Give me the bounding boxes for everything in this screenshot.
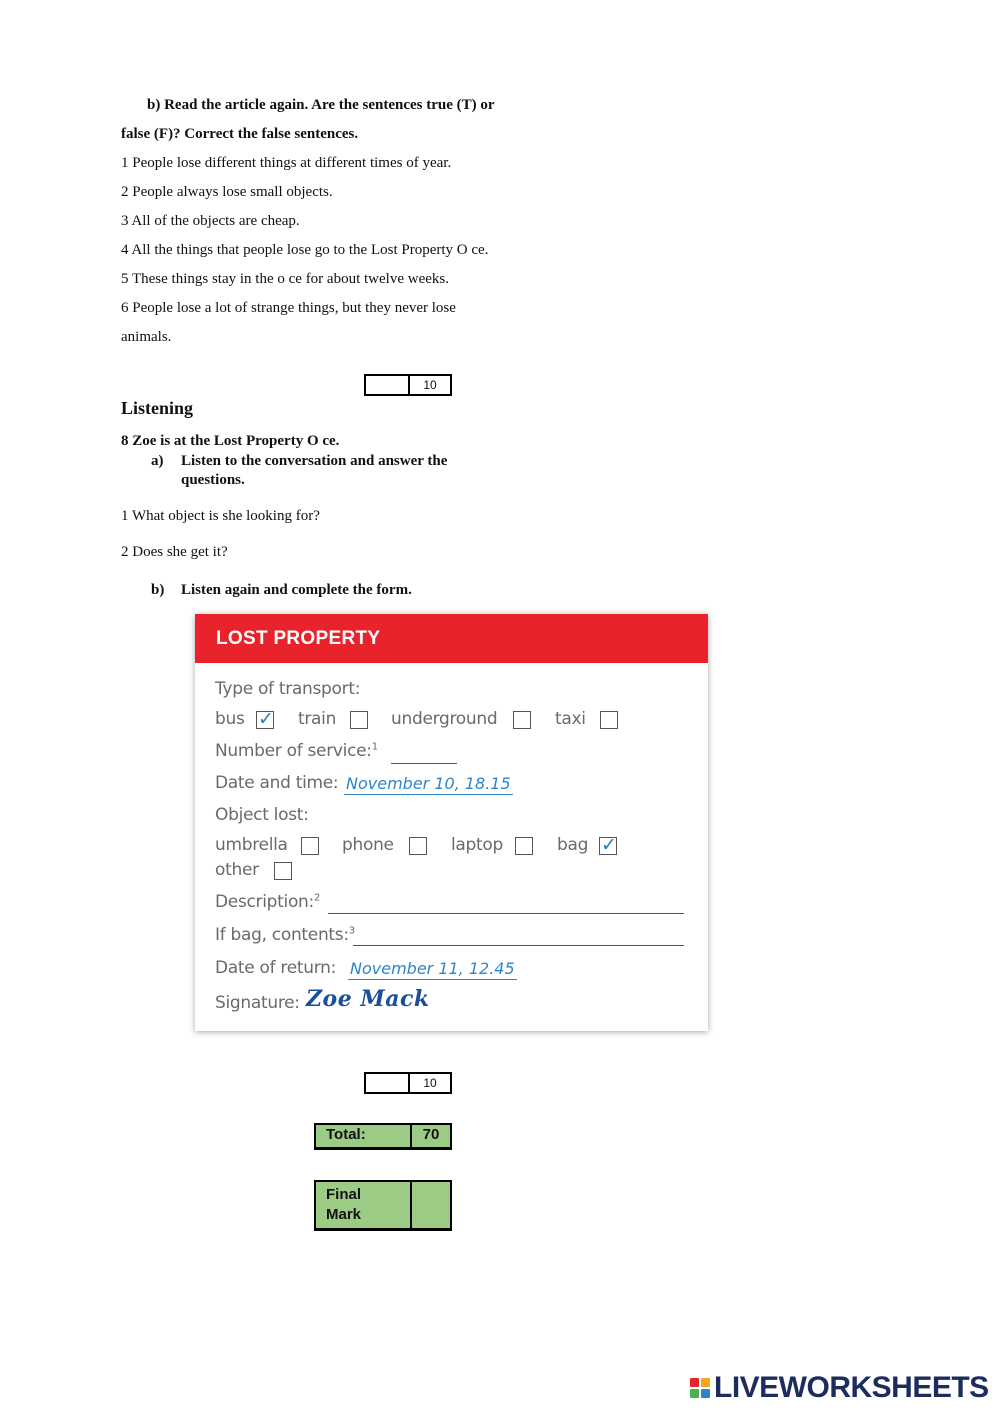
- reading-instruction-line2: false (F)? Correct the false sentences.: [121, 126, 359, 142]
- object-label: Object lost:: [215, 805, 309, 825]
- service-label: Number of service:$^1$: [215, 741, 378, 761]
- date-time-value: November 10, 18.15: [346, 774, 511, 793]
- bag-check-icon: ✓: [601, 834, 617, 856]
- contents-label: If bag, contents:$^3$: [215, 925, 355, 945]
- liveworksheets-logo-icon: [690, 1378, 710, 1398]
- reading-item-4: 4 All the things that people lose go to the Lost Property O ce.: [121, 242, 489, 258]
- reading-score-box: [364, 374, 452, 396]
- total-box: [314, 1123, 452, 1150]
- reading-item-1: 1 People lose different things at different times of year.: [121, 155, 452, 171]
- description-blank[interactable]: [328, 913, 684, 914]
- object-laptop-label: laptop: [451, 835, 503, 855]
- description-label: Description:$^2$: [215, 892, 321, 912]
- listening-question-1: 1 What object is she looking for?: [121, 508, 320, 524]
- return-value: November 11, 12.45: [350, 959, 515, 978]
- final-mark-label: Final Mark: [326, 1186, 362, 1223]
- form-header: LOST PROPERTY: [195, 614, 708, 663]
- signature-label: Signature:: [215, 993, 300, 1013]
- part-b-text: Listen again and complete the form.: [181, 582, 412, 598]
- reading-item-5: 5 These things stay in the o ce for about twelve weeks.: [121, 271, 449, 287]
- transport-taxi-checkbox[interactable]: [600, 711, 618, 729]
- object-umbrella-label: umbrella: [215, 835, 288, 855]
- date-time-label: Date and time:: [215, 773, 339, 793]
- part-b-label: b): [151, 582, 165, 598]
- transport-bus-label: bus: [215, 709, 245, 729]
- reading-item-2: 2 People always lose small objects.: [121, 184, 333, 200]
- bus-check-icon: ✓: [258, 708, 274, 730]
- listening-heading: Listening: [121, 398, 194, 418]
- transport-train-label: train: [298, 709, 337, 729]
- reading-instruction-line1: b) Read the article again. Are the sentences true (T) or: [147, 97, 495, 113]
- transport-train-checkbox[interactable]: [350, 711, 368, 729]
- transport-taxi-label: taxi: [555, 709, 586, 729]
- total-label: Total:: [326, 1126, 366, 1143]
- part-a-label: a): [151, 453, 164, 469]
- return-label: Date of return:: [215, 958, 337, 978]
- reading-item-3: 3 All of the objects are cheap.: [121, 213, 300, 229]
- object-other-label: other: [215, 860, 259, 880]
- object-umbrella-checkbox[interactable]: [301, 837, 319, 855]
- part-a-line1: Listen to the conversation and answer the: [181, 453, 448, 469]
- listening-score-box: [364, 1072, 452, 1094]
- liveworksheets-logo: [690, 1372, 989, 1404]
- transport-underground-checkbox[interactable]: [513, 711, 531, 729]
- object-laptop-checkbox[interactable]: [515, 837, 533, 855]
- object-phone-label: phone: [342, 835, 394, 855]
- listening-score-input[interactable]: [366, 1074, 408, 1092]
- reading-score-max: 10: [408, 376, 450, 394]
- object-phone-checkbox[interactable]: [409, 837, 427, 855]
- final-mark-input[interactable]: [410, 1182, 450, 1228]
- listening-question-2: 2 Does she get it?: [121, 544, 228, 560]
- object-bag-label: bag: [557, 835, 589, 855]
- service-blank[interactable]: [391, 763, 457, 764]
- lost-property-form: [195, 614, 708, 1031]
- transport-underground-label: underground: [391, 709, 498, 729]
- object-other-checkbox[interactable]: [274, 862, 292, 880]
- contents-blank[interactable]: [353, 945, 684, 946]
- reading-item-6-cont: animals.: [121, 329, 172, 345]
- final-mark-box: [314, 1180, 452, 1231]
- reading-item-6: 6 People lose a lot of strange things, but they never lose: [121, 300, 456, 316]
- signature-value: Zoe Mack: [306, 986, 430, 1012]
- listening-score-max: 10: [408, 1074, 450, 1092]
- reading-score-input[interactable]: [366, 376, 408, 394]
- part-a-line2: questions.: [181, 472, 245, 488]
- transport-label: Type of transport:: [215, 679, 361, 699]
- total-value: 70: [410, 1125, 450, 1147]
- listening-task-title: 8 Zoe is at the Lost Property O ce.: [121, 433, 340, 449]
- liveworksheets-brand: LIVEWORKSHEETS: [714, 1371, 989, 1404]
